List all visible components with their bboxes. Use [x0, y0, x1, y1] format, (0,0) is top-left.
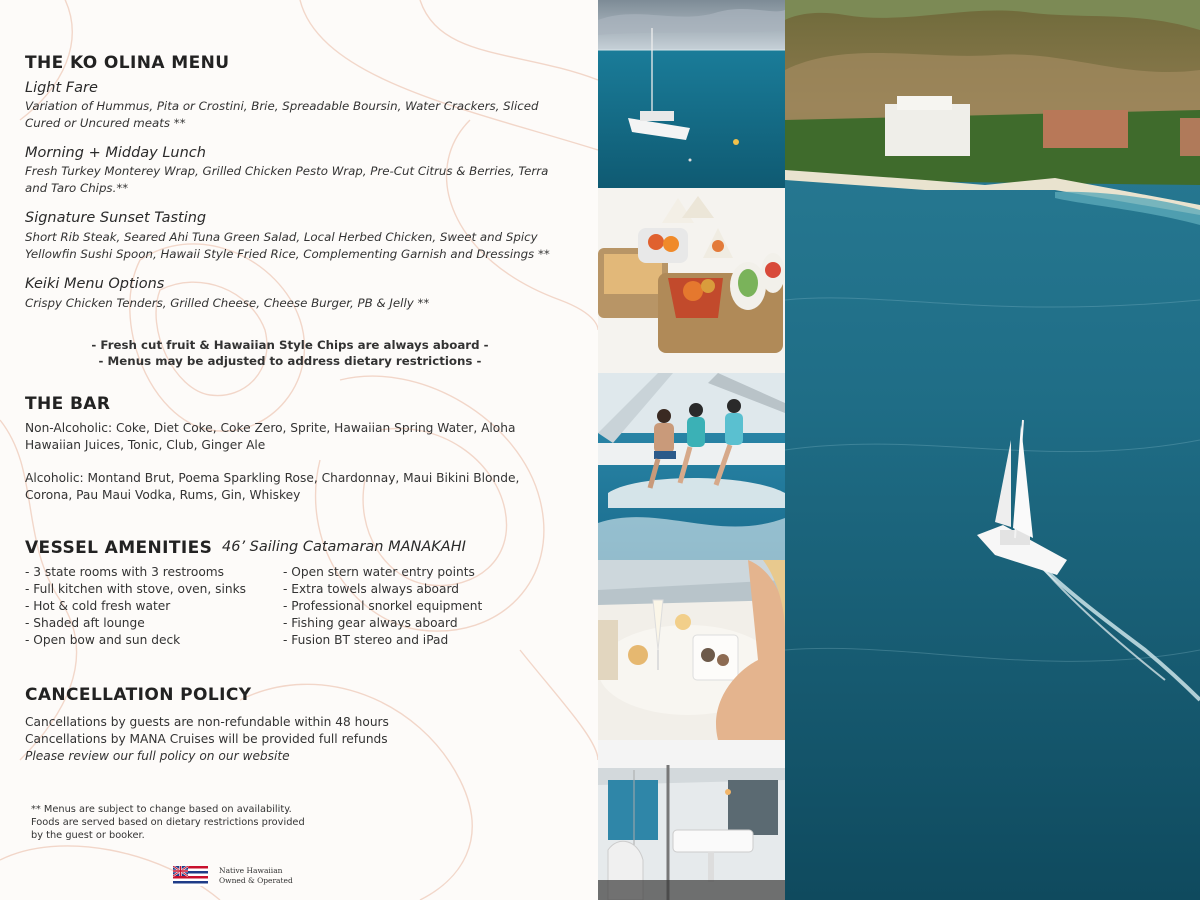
bar-title: THE BAR	[25, 394, 111, 414]
cancellation-text: Cancellations by guests are non-refundable within 48 hours Cancellations by MANA Cruises will be provided full refunds Please review our full policy on our website	[25, 715, 389, 763]
menu-notes: - Fresh cut fruit & Hawaiian Style Chips are always aboard - - Menus may be adjusted to address dietary restrictions -	[91, 338, 489, 368]
light-fare-heading: Light Fare	[25, 80, 98, 96]
champagne-dining-photo	[598, 560, 785, 740]
keiki-menu-description: Crispy Chicken Tenders, Grilled Cheese, Cheese Burger, PB & Jelly **	[25, 296, 430, 310]
cancellation-title: CANCELLATION POLICY	[25, 685, 252, 705]
list-item: - Extra towels always aboard	[283, 582, 460, 596]
lunch-description: Fresh Turkey Monterey Wrap, Grilled Chicken Pesto Wrap, Pre-Cut Citrus & Berries, Terra and Taro Chips.**	[25, 164, 549, 195]
lunch-heading: Morning + Midday Lunch	[25, 145, 206, 161]
list-item: - Hot & cold fresh water	[25, 599, 171, 613]
hawaiian-flag-icon	[173, 866, 208, 886]
list-item: - Fishing gear always aboard	[283, 616, 458, 630]
list-item: - Shaded aft lounge	[25, 616, 145, 630]
light-fare-description: Variation of Hummus, Pita or Crostini, Brie, Spreadable Boursin, Water Crackers, Sliced Cured or Uncured meats **	[25, 99, 539, 130]
anchored-catamaran-photo	[598, 0, 785, 188]
cockpit-lounge-photo	[598, 740, 785, 900]
non-alcoholic-list: Non-Alcoholic: Coke, Diet Coke, Coke Zero, Sprite, Hawaiian Spring Water, Aloha Hawaiian Juices, Tonic, Club, Ginger Ale	[25, 421, 516, 452]
list-item: - Professional snorkel equipment	[283, 599, 483, 613]
sunset-tasting-description: Short Rib Steak, Seared Ahi Tuna Green Salad, Local Herbed Chicken, Sweet and Spicy Yellowfin Sushi Spoon, Hawaii Style Fried Rice, Complementing Garnish and Dressings **	[25, 230, 550, 261]
list-item: - 3 state rooms with 3 restrooms	[25, 565, 225, 579]
native-hawaiian-badge: Native Hawaiian Owned & Operated	[219, 866, 293, 885]
list-item: - Fusion BT stereo and iPad	[283, 633, 449, 647]
list-item: - Open stern water entry points	[283, 565, 475, 579]
vessel-subtitle: 46’ Sailing Catamaran MANAKAHI	[222, 539, 466, 555]
photo-column	[598, 0, 785, 900]
amenities-list-left	[25, 564, 246, 649]
menu-title: THE KO OLINA MENU	[25, 53, 230, 73]
sunset-tasting-heading: Signature Sunset Tasting	[25, 210, 207, 226]
amenities-title: VESSEL AMENITIES	[25, 538, 213, 558]
food-baskets-photo	[598, 188, 785, 373]
menu-panel	[0, 0, 598, 900]
footnote: ** Menus are subject to change based on availability. Foods are served based on dietary restrictions provided by the guest or booker.	[31, 804, 305, 841]
list-item: - Full kitchen with stove, oven, sinks	[25, 582, 247, 596]
aerial-catamaran-photo	[785, 0, 1200, 900]
amenities-list-right	[283, 564, 482, 649]
list-item: - Open bow and sun deck	[25, 633, 181, 647]
keiki-menu-heading: Keiki Menu Options	[25, 276, 165, 292]
alcoholic-list: Alcoholic: Montand Brut, Poema Sparkling Rose, Chardonnay, Maui Bikini Blonde, Corona, Pau Maui Vodka, Rums, Gin, Whiskey	[25, 471, 520, 502]
guests-on-deck-photo	[598, 373, 785, 560]
